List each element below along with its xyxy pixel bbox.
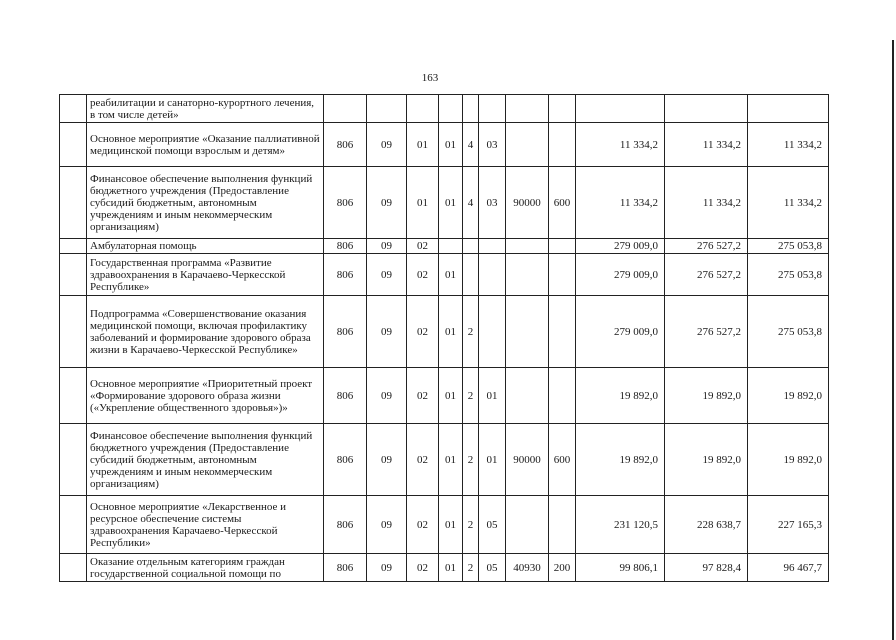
- cell-cs-direction: 40930: [506, 554, 549, 582]
- cell-vr: [549, 123, 576, 167]
- row-name: Амбулаторная помощь: [87, 239, 324, 254]
- cell-indent: [60, 368, 87, 424]
- cell-indent: [60, 296, 87, 368]
- cell-indent: [60, 424, 87, 496]
- cell-ved: 806: [324, 424, 367, 496]
- cell-indent: [60, 554, 87, 582]
- cell-sum-1: 99 806,1: [576, 554, 665, 582]
- cell-sum-3: 275 053,8: [748, 296, 829, 368]
- cell-pr: 02: [407, 424, 439, 496]
- cell-sum-2: 276 527,2: [665, 254, 748, 296]
- cell-cs-direction: [506, 239, 549, 254]
- cell-pr: 01: [407, 167, 439, 239]
- cell-sum-3: 11 334,2: [748, 167, 829, 239]
- cell-sum-2: 11 334,2: [665, 167, 748, 239]
- cell-cs-subprogram: 4: [463, 167, 479, 239]
- cell-sum-1: 279 009,0: [576, 239, 665, 254]
- cell-rz: 09: [367, 167, 407, 239]
- cell-sum-1: 11 334,2: [576, 123, 665, 167]
- cell-cs-subprogram: [463, 254, 479, 296]
- cell-pr: 02: [407, 239, 439, 254]
- cell-sum-3: 19 892,0: [748, 424, 829, 496]
- cell-cs-program: 01: [439, 254, 463, 296]
- cell-cs-event: 03: [479, 167, 506, 239]
- cell-cs-event: 01: [479, 368, 506, 424]
- table-row: [60, 424, 829, 496]
- cell-cs-subprogram: [463, 239, 479, 254]
- cell-indent: [60, 239, 87, 254]
- cell-cs-direction: [506, 254, 549, 296]
- cell-sum-2: 19 892,0: [665, 368, 748, 424]
- cell-sum-1: 279 009,0: [576, 296, 665, 368]
- cell-cs-program: 01: [439, 424, 463, 496]
- cell-indent: [60, 254, 87, 296]
- table-row: [60, 296, 829, 368]
- cell-cs-event: 05: [479, 496, 506, 554]
- cell-sum-1: [576, 95, 665, 123]
- cell-cs-event: 01: [479, 424, 506, 496]
- table-row: [60, 254, 829, 296]
- cell-sum-1: 19 892,0: [576, 424, 665, 496]
- cell-rz: 09: [367, 554, 407, 582]
- cell-ved: 806: [324, 167, 367, 239]
- cell-sum-3: 96 467,7: [748, 554, 829, 582]
- cell-pr: 02: [407, 254, 439, 296]
- cell-cs-direction: 90000: [506, 167, 549, 239]
- cell-pr: 02: [407, 368, 439, 424]
- cell-sum-2: 97 828,4: [665, 554, 748, 582]
- cell-indent: [60, 167, 87, 239]
- row-name: Государственная программа «Развитие здравоохранения в Карачаево-Черкесской Республике»: [87, 254, 324, 296]
- cell-rz: 09: [367, 123, 407, 167]
- cell-cs-direction: [506, 95, 549, 123]
- cell-cs-subprogram: 2: [463, 296, 479, 368]
- cell-ved: 806: [324, 123, 367, 167]
- cell-cs-direction: [506, 123, 549, 167]
- table-row: [60, 239, 829, 254]
- cell-cs-event: [479, 95, 506, 123]
- cell-cs-event: 03: [479, 123, 506, 167]
- table-row: [60, 95, 829, 123]
- cell-vr: [549, 296, 576, 368]
- page-number: 163: [421, 72, 439, 84]
- cell-vr: [549, 496, 576, 554]
- table-row: [60, 123, 829, 167]
- cell-rz: 09: [367, 239, 407, 254]
- cell-cs-direction: [506, 296, 549, 368]
- cell-ved: 806: [324, 496, 367, 554]
- cell-cs-program: 01: [439, 368, 463, 424]
- cell-pr: 02: [407, 554, 439, 582]
- cell-sum-2: 19 892,0: [665, 424, 748, 496]
- cell-sum-1: 279 009,0: [576, 254, 665, 296]
- table-row: [60, 496, 829, 554]
- cell-pr: [407, 95, 439, 123]
- cell-cs-event: [479, 296, 506, 368]
- cell-cs-event: [479, 239, 506, 254]
- table-row: [60, 368, 829, 424]
- cell-sum-3: 19 892,0: [748, 368, 829, 424]
- cell-sum-2: 228 638,7: [665, 496, 748, 554]
- table-row: [60, 167, 829, 239]
- cell-rz: 09: [367, 368, 407, 424]
- cell-pr: 01: [407, 123, 439, 167]
- row-name: Финансовое обеспечение выполнения функций бюджетного учреждения (Предоставление субсидий бюджетным, автономным учреждениям и иным некоммерческим организациям): [87, 167, 324, 239]
- cell-rz: 09: [367, 496, 407, 554]
- cell-sum-1: 11 334,2: [576, 167, 665, 239]
- cell-cs-program: 01: [439, 296, 463, 368]
- cell-vr: 600: [549, 424, 576, 496]
- cell-cs-program: 01: [439, 554, 463, 582]
- cell-sum-1: 231 120,5: [576, 496, 665, 554]
- cell-vr: 600: [549, 167, 576, 239]
- cell-cs-program: 01: [439, 496, 463, 554]
- row-name: Подпрограмма «Совершенствование оказания медицинской помощи, включая профилактику заболеваний и формирование здорового образа жизни в Карачаево-Черкесской Республике»: [87, 296, 324, 368]
- cell-sum-3: 11 334,2: [748, 123, 829, 167]
- cell-indent: [60, 496, 87, 554]
- cell-vr: [549, 254, 576, 296]
- cell-cs-subprogram: [463, 95, 479, 123]
- cell-cs-subprogram: 4: [463, 123, 479, 167]
- cell-sum-2: 276 527,2: [665, 296, 748, 368]
- cell-sum-1: 19 892,0: [576, 368, 665, 424]
- cell-ved: 806: [324, 239, 367, 254]
- cell-cs-subprogram: 2: [463, 554, 479, 582]
- row-name: реабилитации и санаторно-курортного лечения, в том числе детей»: [87, 95, 324, 123]
- cell-vr: 200: [549, 554, 576, 582]
- cell-ved: 806: [324, 296, 367, 368]
- cell-sum-3: 275 053,8: [748, 239, 829, 254]
- cell-cs-direction: 90000: [506, 424, 549, 496]
- table-row: [60, 554, 829, 582]
- cell-cs-subprogram: 2: [463, 424, 479, 496]
- cell-pr: 02: [407, 496, 439, 554]
- cell-rz: 09: [367, 296, 407, 368]
- cell-pr: 02: [407, 296, 439, 368]
- cell-ved: [324, 95, 367, 123]
- cell-sum-2: 11 334,2: [665, 123, 748, 167]
- cell-rz: 09: [367, 424, 407, 496]
- cell-cs-direction: [506, 496, 549, 554]
- cell-indent: [60, 95, 87, 123]
- cell-rz: [367, 95, 407, 123]
- cell-cs-program: 01: [439, 167, 463, 239]
- row-name: Основное мероприятие «Лекарственное и ресурсное обеспечение системы здравоохранения Карачаево-Черкесской Республики»: [87, 496, 324, 554]
- cell-vr: [549, 95, 576, 123]
- cell-cs-direction: [506, 368, 549, 424]
- row-name: Основное мероприятие «Оказание паллиативной медицинской помощи взрослым и детям»: [87, 123, 324, 167]
- cell-rz: 09: [367, 254, 407, 296]
- cell-sum-2: 276 527,2: [665, 239, 748, 254]
- cell-sum-3: 227 165,3: [748, 496, 829, 554]
- cell-vr: [549, 368, 576, 424]
- cell-ved: 806: [324, 554, 367, 582]
- cell-cs-subprogram: 2: [463, 368, 479, 424]
- cell-cs-subprogram: 2: [463, 496, 479, 554]
- row-name: Оказание отдельным категориям граждан государственной социальной помощи по: [87, 554, 324, 582]
- cell-cs-program: 01: [439, 123, 463, 167]
- cell-vr: [549, 239, 576, 254]
- budget-table: [59, 94, 829, 582]
- cell-sum-2: [665, 95, 748, 123]
- cell-sum-3: [748, 95, 829, 123]
- cell-cs-program: [439, 95, 463, 123]
- cell-ved: 806: [324, 368, 367, 424]
- cell-indent: [60, 123, 87, 167]
- cell-sum-3: 275 053,8: [748, 254, 829, 296]
- row-name: Основное мероприятие «Приоритетный проект «Формирование здорового образа жизни («Укрепление общественного здоровья»)»: [87, 368, 324, 424]
- cell-cs-program: [439, 239, 463, 254]
- cell-cs-event: 05: [479, 554, 506, 582]
- cell-cs-event: [479, 254, 506, 296]
- scan-edge-line: [892, 40, 894, 640]
- row-name: Финансовое обеспечение выполнения функций бюджетного учреждения (Предоставление субсидий бюджетным, автономным учреждениям и иным некоммерческим организациям): [87, 424, 324, 496]
- cell-ved: 806: [324, 254, 367, 296]
